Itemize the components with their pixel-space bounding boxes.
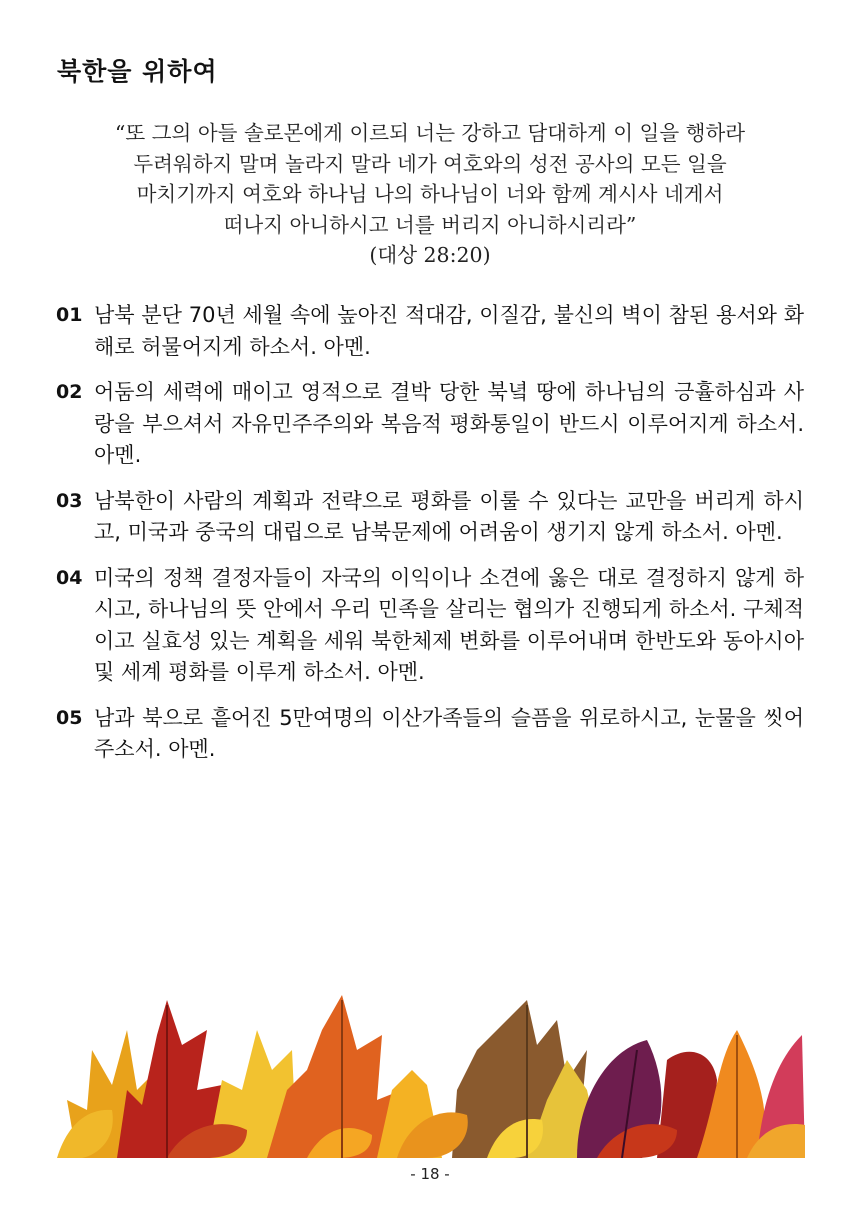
prayer-number: 03 <box>56 489 83 512</box>
prayer-text: 남과 북으로 흩어진 5만여명의 이산가족들의 슬픔을 위로하시고, 눈물을 씻어 주소서. 아멘. <box>94 705 804 761</box>
prayer-item <box>56 563 804 689</box>
prayer-list <box>56 300 804 780</box>
prayer-text: 어둠의 세력에 매이고 영적으로 결박 당한 북녘 땅에 하나님의 긍휼하심과 사랑을 부으셔서 자유민주주의와 복음적 평화통일이 반드시 이루어지게 하소서. 아멘. <box>94 380 804 467</box>
prayer-item <box>56 486 804 549</box>
prayer-text: 남북 분단 70년 세월 속에 높아진 적대감, 이질감, 불신의 벽이 참된 용서와 화해로 허물어지게 하소서. 아멘. <box>94 303 804 359</box>
prayer-text: 미국의 정책 결정자들이 자국의 이익이나 소견에 옳은 대로 결정하지 않게 하시고, 하나님의 뜻 안에서 우리 민족을 살리는 협의가 진행되게 하소서. 구체적이고 실효성 있는 계획을 세워 북한체제 변화를 이루어내며 한반도와 동아시아 및 세계 평화를 이루게 하소서. 아멘. <box>94 565 804 684</box>
verse-line: 마치기까지 여호와 하나님 나의 하나님이 너와 함께 계시사 네게서 <box>136 182 724 206</box>
verse-reference: (대상 28:20) <box>369 243 491 267</box>
prayer-item <box>56 703 804 766</box>
autumn-leaves-image <box>57 990 805 1158</box>
scripture-quote <box>60 118 800 271</box>
prayer-text: 남북한이 사람의 계획과 전략으로 평화를 이룰 수 있다는 교만을 버리게 하시고, 미국과 중국의 대립으로 남북문제에 어려움이 생기지 않게 하소서. 아멘. <box>94 488 804 544</box>
prayer-number: 05 <box>56 706 83 729</box>
prayer-number: 02 <box>56 381 83 403</box>
page-title: 북한을 위하여 <box>57 57 218 86</box>
page-number: - 18 - <box>410 1165 450 1183</box>
verse-line: “또 그의 아들 솔로몬에게 이르되 너는 강하고 담대하게 이 일을 행하라 <box>114 121 746 145</box>
prayer-number: 01 <box>56 304 83 326</box>
prayer-item <box>56 377 804 472</box>
verse-line: 떠나지 아니하시고 너를 버리지 아니하시리라” <box>223 212 637 237</box>
prayer-item <box>56 300 804 363</box>
verse-line: 두려워하지 말며 놀라지 말라 네가 여호와의 성전 공사의 모든 일을 <box>133 151 727 176</box>
prayer-number: 04 <box>56 566 83 589</box>
